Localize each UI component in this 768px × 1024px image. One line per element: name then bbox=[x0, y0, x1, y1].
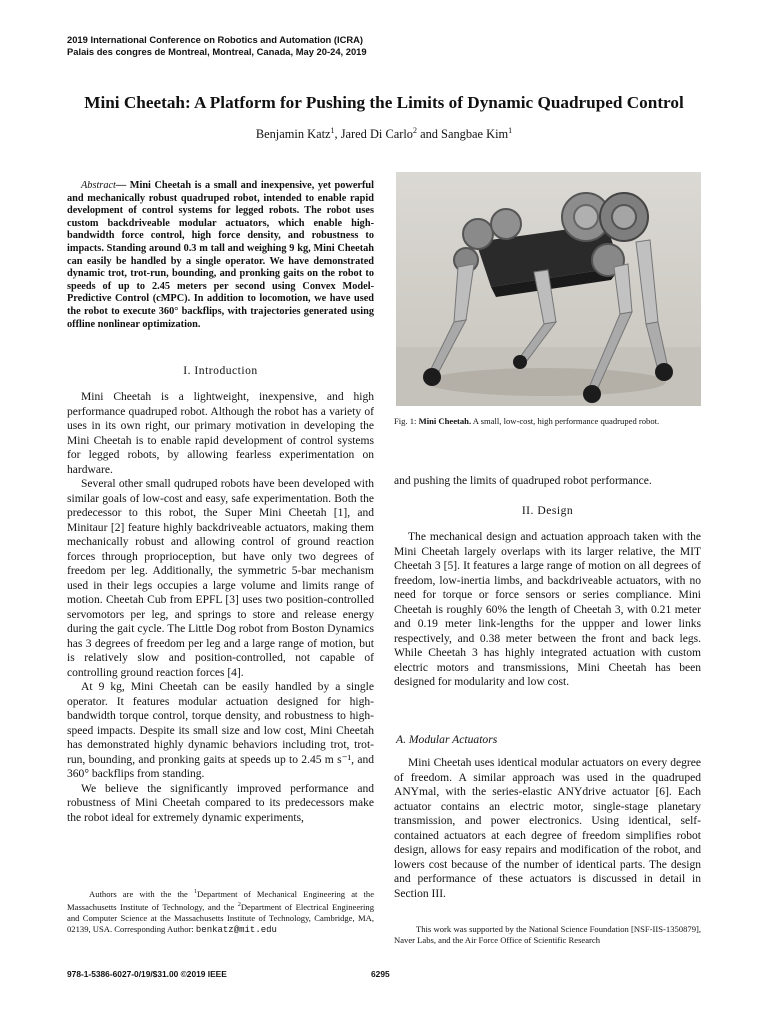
abstract-label: Abstract bbox=[81, 180, 116, 191]
footnote-marker: 1 bbox=[193, 889, 197, 895]
paper-title: Mini Cheetah: A Platform for Pushing the Limits of Dynamic Quadruped Control bbox=[84, 93, 684, 112]
abstract bbox=[67, 180, 374, 331]
footnote-text: Department of Electrical Engineering and Computer Science at the Massachusetts Institute of Technology, Cambridge, MA, 02139, USA. Corresponding Author: bbox=[67, 901, 374, 934]
author-line bbox=[40, 126, 728, 142]
affiliation-marker: 1 bbox=[508, 126, 513, 135]
isbn-line: 978-1-5386-6027-0/19/$31.00 ©2019 IEEE bbox=[67, 969, 227, 979]
figure-name: Mini Cheetah. bbox=[418, 416, 472, 426]
affiliation-marker: 2 bbox=[412, 126, 417, 135]
paragraph: At 9 kg, Mini Cheetah can be easily handled by a single operator. It features modular actuation designed for high-bandwidth torque control, torque density, and robustness to high-speed impacts. Despite its small size and low cost, Mini Cheetah has demonstrated highly dynamic behaviors including trot, trot-run, bounding, and pronking gaits at speeds up to 2.45 m s⁻¹, and 360° backflips from standing. bbox=[67, 681, 374, 780]
author-name: , Jared Di Carlo bbox=[334, 127, 413, 142]
figure-robot-photo bbox=[396, 172, 701, 406]
author-name: and Sangbae Kim bbox=[416, 127, 509, 142]
paragraph: Mini Cheetah is a lightweight, inexpensive, and high performance quadruped robot. Although the robot has a variety of uses in its own right, our primary motivation in developing the Mini Cheetah is to enable rapid development of control systems for legged robots, by allowing fearless experimentation on hardware. bbox=[67, 391, 374, 476]
modular-actuators-body bbox=[394, 756, 701, 901]
paragraph: Mini Cheetah uses identical modular actuators on every degree of freedom. A similar approach was used in the quadruped ANYmal, with the series-elastic ANYdrive actuator [6]. Each actuator contains an electric motor, single-stage planetary transmission, and power electronics. Using identical, self-contained actuators at each degree of freedom simplifies robot design, allows for easy repairs and modification of the robot, and lowers cost because of the number of identical parts. The design and performance of these actuators is discussed in detail in Section III. bbox=[394, 757, 701, 900]
introduction-continued bbox=[394, 474, 701, 489]
abstract-text: Mini Cheetah is a small and inexpensive, yet powerful and mechanically robust quadruped robot, intended to enable rapid development of control systems for legged robots. The robot uses custom backdriveable modular actuators, which enable high-bandwidth force control, high force density, and robustness to impacts. Standing around 0.3 m tall and weighing 9 kg, Mini Cheetah can easily be handled by a single operator. We have demonstrated dynamic trot, trot-run, bounding, and pronking gaits on the robot to speeds of up to 2.45 meters per second using Convex Model-Predictive Control (cMPC). In addition to locomotion, we have used the robot to execute 360° backflips, with trajectories generated using offline nonlinear optimization. bbox=[67, 180, 375, 330]
subsection-heading-modular-actuators: A. Modular Actuators bbox=[396, 733, 498, 746]
conference-header bbox=[67, 34, 367, 58]
footnote-text: Authors are with the the bbox=[89, 888, 194, 899]
design-body bbox=[394, 530, 701, 690]
mini-cheetah-robot-image bbox=[396, 172, 701, 406]
paragraph: Several other small qudruped robots have been developed with similar goals of low-cost and easy, safe experimentation. Both the predecessor to this robot, the Super Mini Cheetah [1], and Minitaur [2] feature highly backdriveable actuators, making them mechanically robust and allowing control of ground reaction forces through proprioception, but have only two degrees of freedom per leg. Additionally, the symmetric 5-bar mechanism used in their legs occupies a large volume and limits range of motion. Cheetah Cub from EPFL [3] uses two position-controlled servomotors per leg, and springs to store and release energy during the gait cycle. The Little Dog robot from Boston Dynamics has 3 degrees of freedom per leg and a large range of motion, but is relatively slow and position-controlled, not capable of controlling ground reaction forces [4]. bbox=[67, 478, 374, 679]
author-name: Benjamin Katz bbox=[255, 127, 331, 142]
introduction-body bbox=[67, 390, 374, 825]
figure-caption bbox=[394, 416, 701, 427]
conference-line-1: 2019 International Conference on Robotics and Automation (ICRA) bbox=[67, 34, 364, 45]
paragraph: The mechanical design and actuation approach taken with the Mini Cheetah largely overlaps with its larger relative, the MIT Cheetah 3 [5]. It features a large range of motion on all degrees of freedom, low-inertia limbs, and backdriveable actuators, with no need for torque or force sensors or series compliance. Mini Cheetah is roughly 60% the length of Cheetah 3, with 0.21 meter and 0.19 meter link-lengths for the uppper and lower links respectively, and 0.38 meter between the front and back legs. While Cheetah 3 has highly integrated actuation with custom electric motors and transmissions, Mini Cheetah has been designed for modularity and low cost. bbox=[394, 531, 701, 688]
paragraph: and pushing the limits of quadruped robot performance. bbox=[394, 475, 652, 487]
section-heading-design: II. Design bbox=[521, 504, 574, 517]
funding-footnote: This work was supported by the National Science Foundation [NSF-IIS-1350879], Naver Labs, and the Air Force Office of Scientific Research bbox=[394, 924, 701, 945]
paragraph: We believe the significantly improved performance and robustness of Mini Cheetah compared to its predecessors make the robot ideal for extremely dynamic experiments, bbox=[67, 782, 374, 824]
page-number: 6295 bbox=[371, 969, 390, 979]
author-affiliation-footnote bbox=[67, 887, 374, 936]
section-heading-introduction: I. Introduction bbox=[183, 364, 258, 377]
corresponding-author-email[interactable]: benkatz@mit.edu bbox=[195, 924, 277, 935]
figure-caption-text: A small, low-cost, high performance quadruped robot. bbox=[471, 416, 660, 426]
footnote-text: Department of Mechanical Engineering at the Massachusetts Institute of Technology, and the bbox=[67, 888, 375, 912]
footnote-marker: 2 bbox=[237, 901, 241, 908]
affiliation-marker: 1 bbox=[330, 126, 335, 135]
abstract-dash: — bbox=[115, 180, 130, 191]
conference-line-2: Palais des congres de Montreal, Montreal, Canada, May 20-24, 2019 bbox=[67, 46, 367, 57]
figure-label: Fig. 1: bbox=[394, 416, 419, 426]
